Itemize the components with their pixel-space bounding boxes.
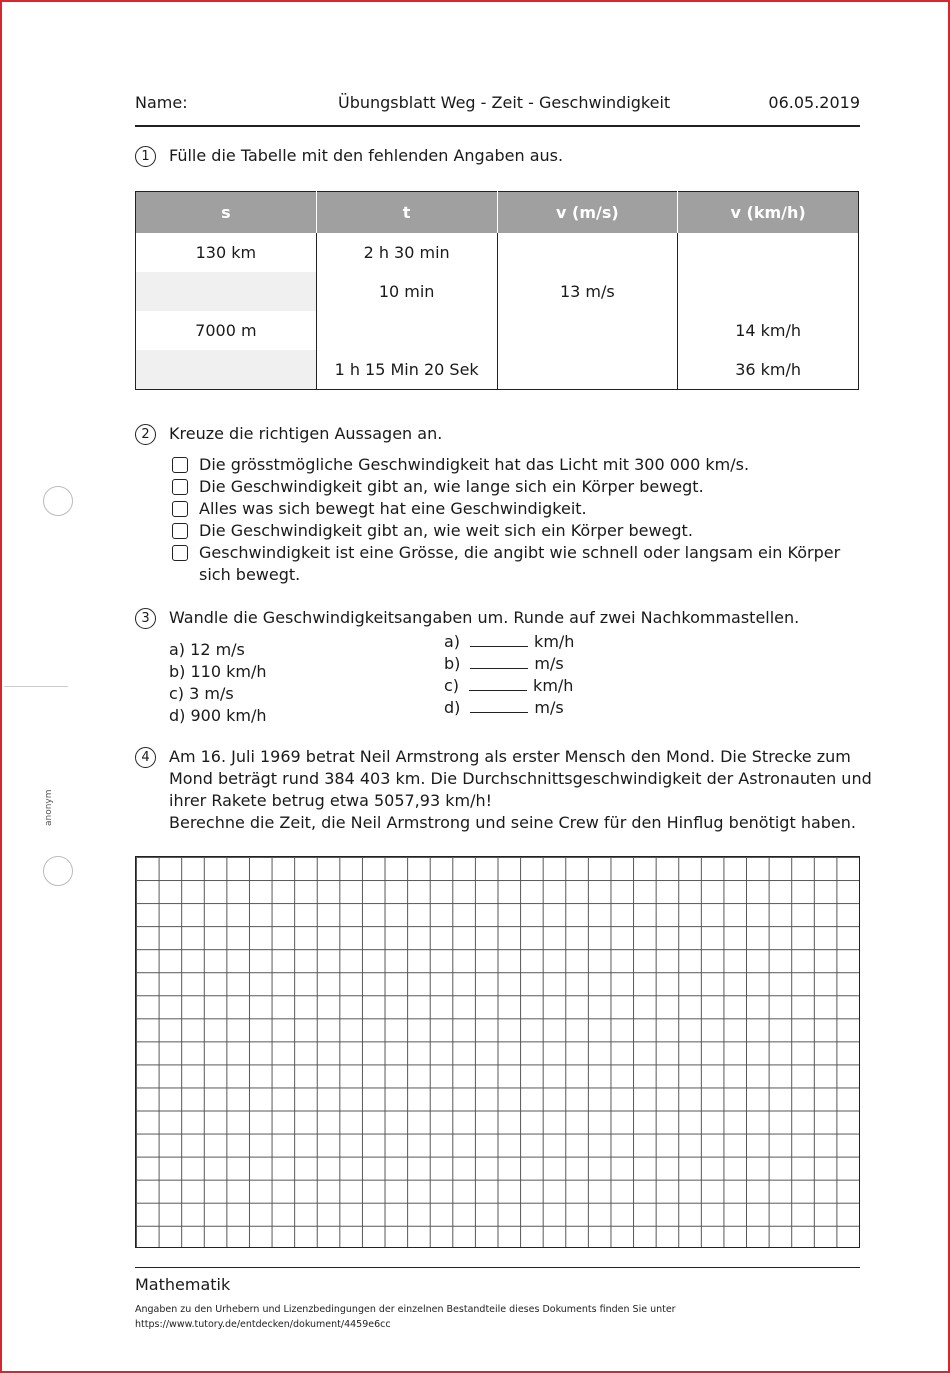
grid-workspace[interactable]: [135, 856, 860, 1248]
task-number-1: 1: [135, 146, 156, 167]
table-row: [136, 350, 859, 390]
task-4-line: Am 16. Juli 1969 betrat Neil Armstrong als erster Mensch den Mond. Die Strecke zum: [169, 747, 851, 766]
table-cell[interactable]: [678, 233, 859, 272]
table-row: [136, 272, 859, 311]
given-value: b) 110 km/h: [169, 662, 267, 681]
answer-label: a): [444, 632, 461, 651]
statement-text: Geschwindigkeit ist eine Grösse, die angibt wie schnell oder langsam ein Körper sich bewegt.: [199, 543, 841, 584]
statement-checkbox[interactable]: [172, 501, 188, 517]
subject-label: Mathematik: [135, 1275, 231, 1294]
task-4-line: Berechne die Zeit, die Neil Armstrong und seine Crew für den Hinflug benötigt haben.: [169, 813, 856, 832]
task-number-2: 2: [135, 424, 156, 445]
header-rule: [135, 125, 860, 127]
answer-unit: m/s: [534, 654, 564, 673]
table-cell[interactable]: [497, 233, 678, 272]
col-header-v-ms: v (m/s): [497, 192, 678, 234]
col-header-v-kmh: v (km/h): [678, 192, 859, 234]
table-cell[interactable]: [136, 350, 317, 390]
punch-hole-bottom: [43, 856, 73, 886]
task-2-text: Kreuze die richtigen Aussagen an.: [169, 424, 443, 443]
table-cell[interactable]: 13 m/s: [497, 272, 678, 311]
given-value: c) 3 m/s: [169, 684, 234, 703]
license-text: Angaben zu den Urhebern und Lizenzbedingungen der einzelnen Bestandteile dieses Dokuments finden Sie unter: [135, 1304, 676, 1315]
task-number-4: 4: [135, 747, 156, 768]
footer-rule: [135, 1267, 860, 1268]
answer-line: [444, 698, 564, 717]
answer-unit: m/s: [534, 698, 564, 717]
statement-checkbox[interactable]: [172, 523, 188, 539]
table-cell[interactable]: 2 h 30 min: [316, 233, 497, 272]
statement-text: Die Geschwindigkeit gibt an, wie lange sich ein Körper bewegt.: [199, 477, 704, 496]
table-cell[interactable]: 130 km: [195, 243, 257, 262]
table-cell[interactable]: 36 km/h: [678, 350, 859, 390]
table-cell[interactable]: [136, 272, 317, 311]
statement-checkbox[interactable]: [172, 545, 188, 561]
task-3-text: Wandle die Geschwindigkeitsangaben um. Runde auf zwei Nachkommastellen.: [169, 608, 800, 627]
side-label: anonym: [44, 789, 54, 826]
worksheet-title: Übungsblatt Weg - Zeit - Geschwindigkeit: [338, 93, 671, 112]
table-cell[interactable]: [316, 311, 497, 350]
table-cell[interactable]: 1 h 15 Min 20 Sek: [316, 350, 497, 390]
name-label: Name:: [135, 93, 188, 112]
table-cell[interactable]: 10 min: [316, 272, 497, 311]
table-cell[interactable]: [497, 311, 678, 350]
statement-checkbox[interactable]: [172, 479, 188, 495]
answer-label: d): [444, 698, 461, 717]
punch-hole-top: [43, 486, 73, 516]
task-1-text: Fülle die Tabelle mit den fehlenden Angaben aus.: [169, 146, 564, 165]
table-cell[interactable]: [497, 350, 678, 390]
table-cell[interactable]: 7000 m: [195, 321, 257, 340]
task-4-line: Mond beträgt rund 384 403 km. Die Durchschnittsgeschwindigkeit der Astronauten und: [169, 769, 872, 788]
statement-text: Die Geschwindigkeit gibt an, wie weit sich ein Körper bewegt.: [199, 521, 693, 540]
answer-line: [444, 632, 574, 651]
statement-checkbox[interactable]: [172, 457, 188, 473]
answer-label: c): [444, 676, 460, 695]
fold-mark: [4, 686, 68, 687]
speed-table: [135, 191, 859, 390]
license-link[interactable]: https://www.tutory.de/entdecken/dokument/4459e6cc: [135, 1319, 391, 1330]
answer-blank[interactable]: [470, 632, 528, 647]
answer-blank[interactable]: [469, 676, 527, 691]
statement-text: Alles was sich bewegt hat eine Geschwindigkeit.: [199, 499, 587, 518]
table-cell[interactable]: [678, 272, 859, 311]
answer-label: b): [444, 654, 461, 673]
answer-unit: km/h: [533, 676, 574, 695]
table-row: [136, 233, 859, 272]
answer-line: [444, 654, 564, 673]
answer-blank[interactable]: [470, 698, 528, 713]
given-value: a) 12 m/s: [169, 640, 245, 659]
statement-text: Die grösstmögliche Geschwindigkeit hat das Licht mit 300 000 km/s.: [199, 455, 750, 474]
table-cell[interactable]: 14 km/h: [678, 311, 859, 350]
table-row: [136, 311, 859, 350]
answer-blank[interactable]: [470, 654, 528, 669]
col-header-t: t: [316, 192, 497, 234]
task-number-3: 3: [135, 608, 156, 629]
worksheet-date: 06.05.2019: [768, 93, 860, 112]
answer-line: [444, 676, 573, 695]
given-value: d) 900 km/h: [169, 706, 267, 725]
col-header-s: s: [136, 192, 317, 234]
task-4-line: ihrer Rakete betrug etwa 5057,93 km/h!: [169, 791, 493, 810]
answer-unit: km/h: [534, 632, 575, 651]
